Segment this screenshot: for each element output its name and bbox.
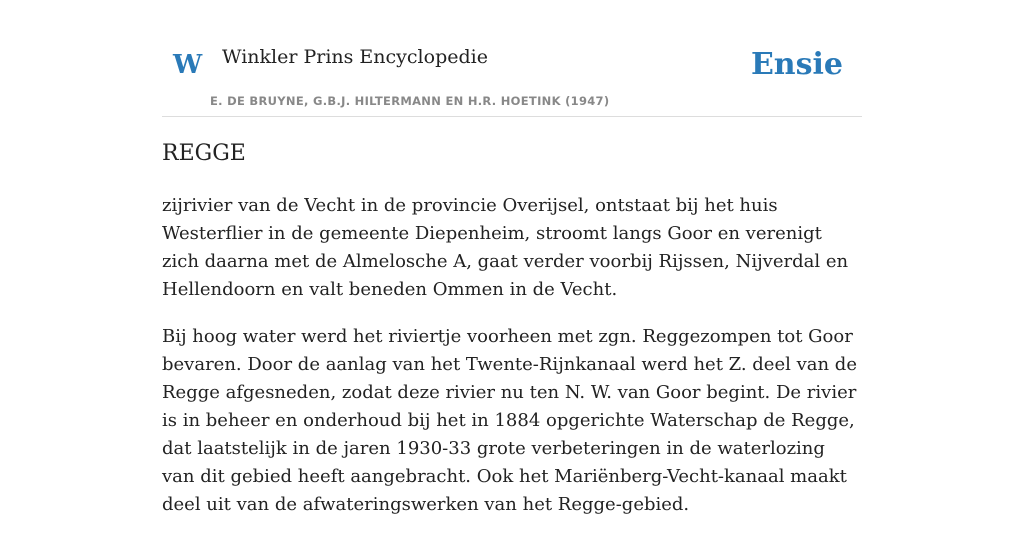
article-paragraph: zijrivier van de Vecht in de provincie Overijsel, ontstaat bij het huis Westerflier in de gemeente Diepenheim, stroomt langs Goor en verenigt zich daarna met de Almelosche A, gaat verder voorbij Rijssen, Nijverdal en Hellendoorn en valt beneden Ommen in de Vecht. (162, 195, 849, 300)
header (162, 0, 862, 117)
article-paragraph: Bij hoog water werd het riviertje voorheen met zgn. Reggezompen tot Goor bevaren. Door de aanlag van het Twente-Rijnkanaal werd het Z. deel van de Regge afgesneden, zodat deze rivier nu ten N. W. van Goor begint. De rivier is in beheer en onderhoud bij het in 1884 opgerichte Waterschap de Regge, dat laatstelijk in de jaren 1930-33 grote verbeteringen in de waterlozing van dit gebied heeft aangebracht. Ook het Mariënberg-Vecht-kanaal maakt deel uit van de afwateringswerken van het Regge-gebied. (162, 326, 857, 515)
page (162, 0, 862, 515)
authors-line: E. DE BRUYNE, G.B.J. HILTERMANN EN H.R. HOETINK (1947) (210, 94, 610, 108)
ensie-logo[interactable]: Ensie (750, 47, 843, 82)
encyclopedia-logo[interactable]: W (173, 50, 203, 80)
article-headword: REGGE (162, 141, 246, 166)
article-body (162, 192, 862, 538)
encyclopedia-title[interactable]: Winkler Prins Encyclopedie (222, 46, 488, 68)
